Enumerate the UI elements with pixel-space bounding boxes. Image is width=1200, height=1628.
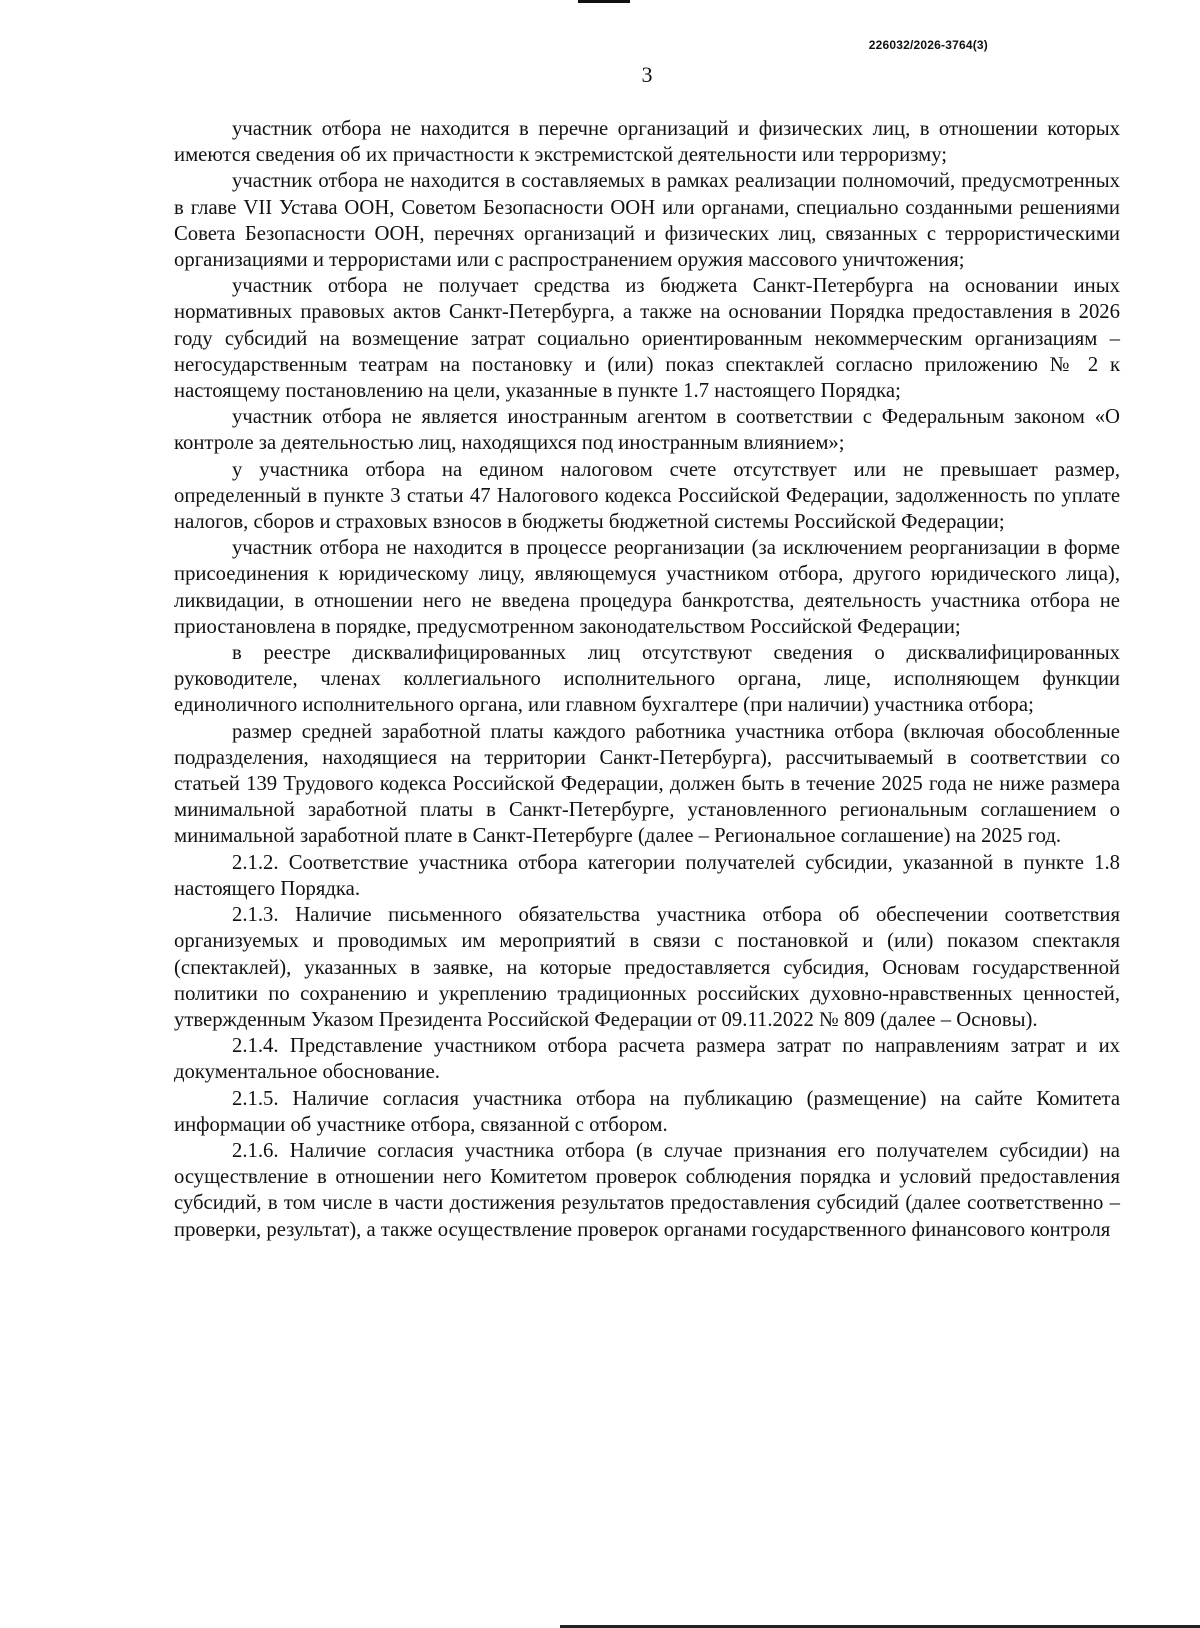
- paragraph-reorganization: участник отбора не находится в процессе реорганизации (за исключением реорганизации в форме присоединения к юридическому лицу, являющемуся участником отбора, другого юридического лица), ликвидации, в отношении него не введена процедура банкротства, деятельность участника отбора не приостановлена в порядке, предусмотренном законодательством Российской Федерации;: [174, 537, 1120, 638]
- paragraph-budget-funds: участник отбора не получает средства из бюджета Санкт-Петербурга на основании иных нормативных правовых актов Санкт-Петербурга, а также на основании Порядка предоставления в 2026 году субсидий на возмещение затрат социально ориентированным некоммерческим организациям – негосударственным театрам на постановку и (или) показ спектаклей согласно приложению № 2 к настоящему постановлению на цели, указанные в пункте 1.7 настоящего Порядка;: [174, 275, 1120, 403]
- paragraph-2-1-3: 2.1.3. Наличие письменного обязательства участника отбора об обеспечении соответствия организуемых и проводимых им мероприятий в связи с постановкой и (или) показом спектакля (спектаклей), указанных в заявке, на которые предоставляется субсидия, Основам государственной политики по сохранению и укреплению традиционных российских духовно-нравственных ценностей, утвержденным Указом Президента Российской Федерации от 09.11.2022 № 809 (далее – Основы).: [174, 904, 1120, 1031]
- paragraph-foreign-agent: участник отбора не является иностранным агентом в соответствии с Федеральным законом «О контроле за деятельностью лиц, находящихся под иностранным влиянием»;: [174, 406, 1120, 455]
- paragraph-disqualified-persons: в реестре дисквалифицированных лиц отсутствуют сведения о дисквалифицированных руководителе, членах коллегиального исполнительного органа, лице, исполняющем функции единоличного исполнительного органа, или главном бухгалтере (при наличии) участника отбора;: [174, 642, 1120, 717]
- paragraph-2-1-2: 2.1.2. Соответствие участника отбора категории получателей субсидии, указанной в пункте 1.8 настоящего Порядка.: [174, 851, 1120, 900]
- paragraph-un-sanctions: участник отбора не находится в составляемых в рамках реализации полномочий, предусмотренных в главе VII Устава ООН, Советом Безопасности ООН или органами, специально созданными решениями Совета Безопасности ООН, перечнях организаций и физических лиц, связанных с террористическими организациями и террористами или с распространением оружия массового уничтожения;: [174, 170, 1120, 272]
- document-registration-number: 226032/2026-3764(3): [868, 38, 988, 52]
- page-number: 3: [641, 62, 653, 87]
- paragraph-tax-debt: у участника отбора на едином налоговом счете отсутствует или не превышает размер, определенный в пункте 3 статьи 47 Налогового кодекса Российской Федерации, задолженность по уплате налогов, сборов и страховых взносов в бюджеты бюджетной системы Российской Федерации;: [174, 458, 1120, 534]
- document-body: [174, 116, 1120, 1243]
- paragraph-2-1-6: 2.1.6. Наличие согласия участника отбора (в случае признания его получателем субсидии) на осуществление в отношении него Комитетом проверок соблюдения порядка и условий предоставления субсидий, в том числе в части достижения результатов предоставления субсидий (далее соответственно – проверки, результат), а также осуществление проверок органами государственного финансового контроля: [174, 1139, 1120, 1241]
- paragraph-2-1-4: 2.1.4. Представление участником отбора расчета размера затрат по направлениям затрат и их документальное обоснование.: [174, 1035, 1120, 1084]
- paragraph-extremism: участник отбора не находится в перечне организаций и физических лиц, в отношении которых имеются сведения об их причастности к экстремистской деятельности или терроризму;: [174, 118, 1120, 167]
- paragraph-average-salary: размер средней заработной платы каждого работника участника отбора (включая обособленные подразделения, находящиеся на территории Санкт-Петербурга), рассчитываемый в соответствии со статьей 139 Трудового кодекса Российской Федерации, должен быть в течение 2025 года не ниже размера минимальной заработной платы в Санкт-Петербурге, установленного региональным соглашением о минимальной заработной плате в Санкт-Петербурге (далее – Региональное соглашение) на 2025 год.: [174, 720, 1120, 848]
- top-scan-mark: [578, 0, 630, 3]
- paragraph-2-1-5: 2.1.5. Наличие согласия участника отбора на публикацию (размещение) на сайте Комитета информации об участнике отбора, связанной с отбором.: [174, 1087, 1120, 1136]
